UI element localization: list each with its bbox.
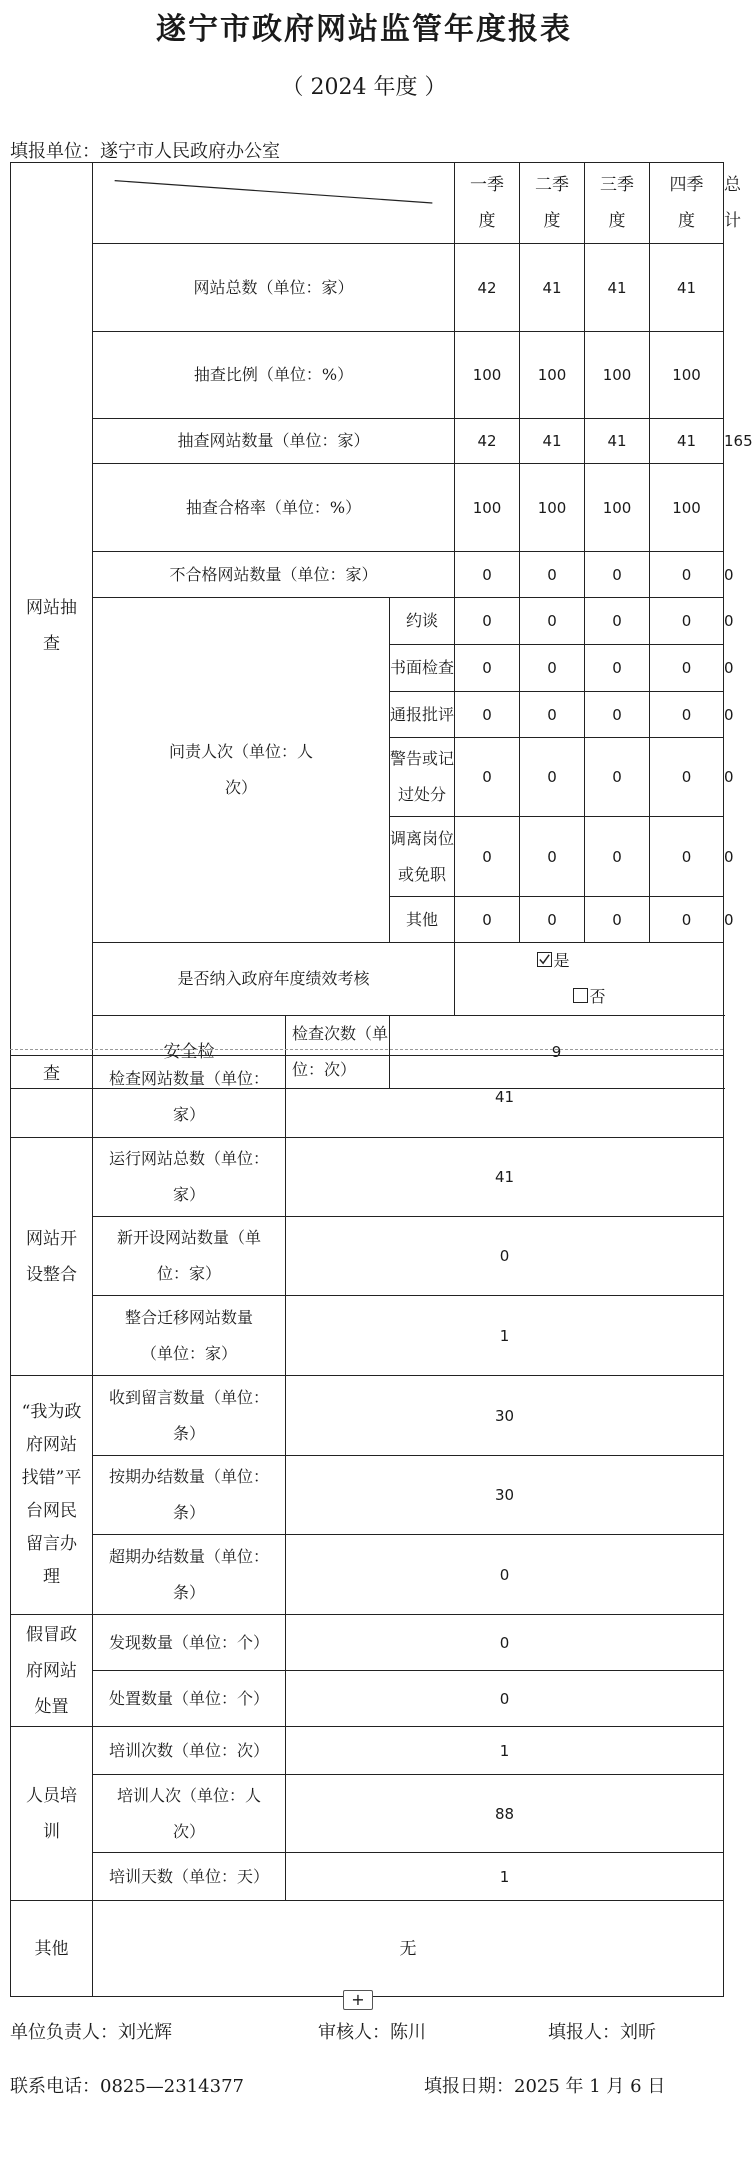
sub-row-label: 其他	[390, 897, 455, 943]
reviewer: 审核人：陈川	[318, 2022, 426, 2043]
cell-value: 0	[455, 897, 520, 943]
cell-value: 1	[286, 1853, 724, 1901]
table-row	[11, 1727, 724, 1775]
checked-box-icon[interactable]	[537, 952, 552, 967]
table-row	[11, 1853, 724, 1901]
header-q2: 二季 度	[520, 163, 585, 244]
table-row	[11, 1901, 724, 1997]
table-row: 通报批评 0 0 0 0 0	[11, 692, 724, 738]
unchecked-box-icon[interactable]	[573, 988, 588, 1003]
sub-row-label: 警告或记 过处分	[390, 738, 455, 817]
cell-value: 0	[650, 598, 724, 645]
cell-value: 0	[585, 692, 650, 738]
fill-date: 填报日期：2025 年 1 月 6 日	[424, 2076, 666, 2097]
table-row	[11, 1296, 724, 1376]
row-label: 超期办结数量（单位： 条）	[93, 1535, 286, 1615]
cell-value: 1	[286, 1727, 724, 1775]
cell-value: 0	[286, 1217, 724, 1296]
cell-value: 30	[286, 1376, 724, 1456]
filler: 填报人：刘昕	[548, 2022, 656, 2043]
option-no: 否	[589, 987, 606, 1006]
cell-value: 41	[286, 1056, 724, 1138]
table-row	[11, 1217, 724, 1296]
cell-value: 0	[520, 817, 585, 897]
cell-value: 0	[650, 897, 724, 943]
cell-value: 无	[93, 1901, 724, 1997]
unit-leader: 单位负责人：刘光辉	[10, 2022, 172, 2043]
reporting-unit: 填报单位：遂宁市人民政府办公室	[10, 141, 280, 162]
row-label: 整合迁移网站数量 （单位：家）	[93, 1296, 286, 1376]
page-title: 遂宁市政府网站监管年度报表	[156, 12, 572, 47]
table-row	[11, 1376, 724, 1456]
row-label: 检查网站数量（单位： 家）	[93, 1056, 286, 1138]
cell-value: 1	[286, 1296, 724, 1376]
cell-value: 100	[585, 332, 650, 419]
table-row	[11, 1775, 724, 1853]
expand-plus-button[interactable]: +	[343, 1990, 373, 2010]
contact-phone: 联系电话：0825—2314377	[10, 2076, 244, 2097]
cell-value: 0	[650, 645, 724, 692]
cell-value: 0	[286, 1615, 724, 1671]
table-row	[11, 1535, 724, 1615]
cell-value: 0	[455, 692, 520, 738]
table-row	[11, 1056, 724, 1138]
row-label: 收到留言数量（单位： 条）	[93, 1376, 286, 1456]
cell-value: 100	[520, 332, 585, 419]
row-label: 按期办结数量（单位： 条）	[93, 1456, 286, 1535]
section-other: 其他	[11, 1901, 93, 1997]
cell-value: 0	[650, 738, 724, 817]
cell-value: 0	[585, 897, 650, 943]
cell-value: 9	[390, 1016, 724, 1089]
cell-value: 0	[286, 1535, 724, 1615]
table-row	[11, 1138, 724, 1217]
row-label: 处置数量（单位：个）	[93, 1671, 286, 1727]
section-fake-sites: 假冒政 府网站 处置	[11, 1615, 93, 1727]
cell-value: 0	[520, 598, 585, 645]
cell-value: 0	[455, 817, 520, 897]
header-q4: 四季 度	[650, 163, 724, 244]
section-site-opening: 网站开 设整合	[11, 1138, 93, 1376]
cell-value: 0	[585, 552, 650, 598]
section-safety: 安全检	[93, 1016, 286, 1089]
header-q3: 三季 度	[585, 163, 650, 244]
cell-value: 100	[650, 332, 724, 419]
cell-value: 0	[585, 598, 650, 645]
table-row: 其他 0 0 0 0 0	[11, 897, 724, 943]
section-safety-cont: 查	[11, 1056, 93, 1138]
table-row: 警告或记 过处分 0 0 0 0 0	[11, 738, 724, 817]
report-year: （ 2024 年度 ）	[281, 75, 447, 100]
cell-value: 41	[520, 419, 585, 464]
cell-value: 0	[650, 552, 724, 598]
option-yes: 是	[553, 951, 570, 970]
cell-value: 100	[650, 464, 724, 552]
row-label: 培训天数（单位：天）	[93, 1853, 286, 1901]
table-row	[11, 1456, 724, 1535]
table-row	[11, 943, 724, 1016]
performance-label: 是否纳入政府年度绩效考核	[93, 943, 455, 1016]
cell-value: 42	[455, 419, 520, 464]
table-row	[11, 332, 724, 419]
row-label: 检查次数（单位：次）	[286, 1016, 390, 1089]
cell-value: 0	[520, 552, 585, 598]
row-label: 发现数量（单位：个）	[93, 1615, 286, 1671]
table-row: 不合格网站数量（单位：家） 0 0 0 0 0	[11, 552, 724, 598]
row-label: 抽查比例（单位：%）	[93, 332, 455, 419]
cell-value: 0	[650, 692, 724, 738]
table-row	[11, 464, 724, 552]
cell-value: 0	[520, 645, 585, 692]
row-label: 运行网站总数（单位： 家）	[93, 1138, 286, 1217]
cell-value: 0	[650, 817, 724, 897]
header-q1: 一季 度	[455, 163, 520, 244]
cell-value: 0	[520, 738, 585, 817]
sub-row-label: 书面检查	[390, 645, 455, 692]
cell-value: 41	[585, 419, 650, 464]
cell-value: 100	[520, 464, 585, 552]
table-row: 抽查网站数量（单位：家） 42 41 41 41 165	[11, 419, 724, 464]
row-label: 抽查网站数量（单位：家）	[93, 419, 455, 464]
section-training: 人员培 训	[11, 1727, 93, 1901]
table-row: 问责人次（单位：人 次） 约谈 0 0 0 0 0	[11, 598, 724, 645]
cell-value: 42	[455, 244, 520, 332]
row-label: 新开设网站数量（单 位：家）	[93, 1217, 286, 1296]
cell-value: 41	[585, 244, 650, 332]
cell-value: 0	[455, 552, 520, 598]
sub-row-label: 通报批评	[390, 692, 455, 738]
page-break-divider	[10, 1049, 723, 1050]
section-find-errors: “我为政 府网站 找错”平 台网民 留言办 理	[11, 1376, 93, 1615]
table-row	[11, 244, 724, 332]
cell-value: 0	[520, 692, 585, 738]
cell-value: 41	[650, 244, 724, 332]
spot-check-table: 网站抽 查 一季 度 二季 度 三季 度 四季 度 总计 网站总数（单位：家） 42 41 41 41 抽查比例（单位：%） 100 100 100 100 抽查网站数量（单位：家） 42 41 41 41 165 抽查合格率（单位：%） 100 100 100 100 不合格网站数量（单位：家） 0 0 0 0 0 问责人次（单位：人 次） 约谈 0 0 0 0 0 书面检查 0 0 0 0 0 通报批评 0 0 0 0 0 警告或记 过处分 0 0 0 0 0 调离岗位 或免职 0 0 0 0 0 其他 0 0 0 0 0 是否纳入政府年度绩效考核 是 否 安全检 检查次数（单位：次） 9	[10, 162, 724, 1089]
cell-value: 0	[585, 645, 650, 692]
cell-value: 0	[455, 738, 520, 817]
cell-value: 0	[286, 1671, 724, 1727]
cell-value: 41	[650, 419, 724, 464]
performance-options	[455, 943, 724, 1016]
row-label: 培训次数（单位：次）	[93, 1727, 286, 1775]
sub-row-label: 约谈	[390, 598, 455, 645]
cell-value: 100	[585, 464, 650, 552]
sub-row-label: 调离岗位 或免职	[390, 817, 455, 897]
cell-value: 0	[585, 817, 650, 897]
cell-value: 88	[286, 1775, 724, 1853]
inspection-table	[10, 1055, 724, 1997]
cell-value: 0	[520, 897, 585, 943]
section-spot-check: 网站抽 查	[11, 163, 93, 1089]
cell-value: 30	[286, 1456, 724, 1535]
row-label: 不合格网站数量（单位：家）	[93, 552, 455, 598]
table-row: 调离岗位 或免职 0 0 0 0 0	[11, 817, 724, 897]
cell-value: 0	[455, 598, 520, 645]
cell-value: 100	[455, 332, 520, 419]
cell-value: 100	[455, 464, 520, 552]
table-row	[11, 1615, 724, 1671]
row-label: 培训人次（单位：人 次）	[93, 1775, 286, 1853]
row-label: 抽查合格率（单位：%）	[93, 464, 455, 552]
cell-value: 41	[520, 244, 585, 332]
row-label: 网站总数（单位：家）	[93, 244, 455, 332]
table-row: 书面检查 0 0 0 0 0	[11, 645, 724, 692]
cell-value: 0	[585, 738, 650, 817]
accountability-label: 问责人次（单位：人 次）	[93, 598, 390, 943]
cell-value: 0	[455, 645, 520, 692]
cell-value: 41	[286, 1138, 724, 1217]
header-corner-diagonal	[93, 163, 455, 244]
table-row	[11, 1671, 724, 1727]
